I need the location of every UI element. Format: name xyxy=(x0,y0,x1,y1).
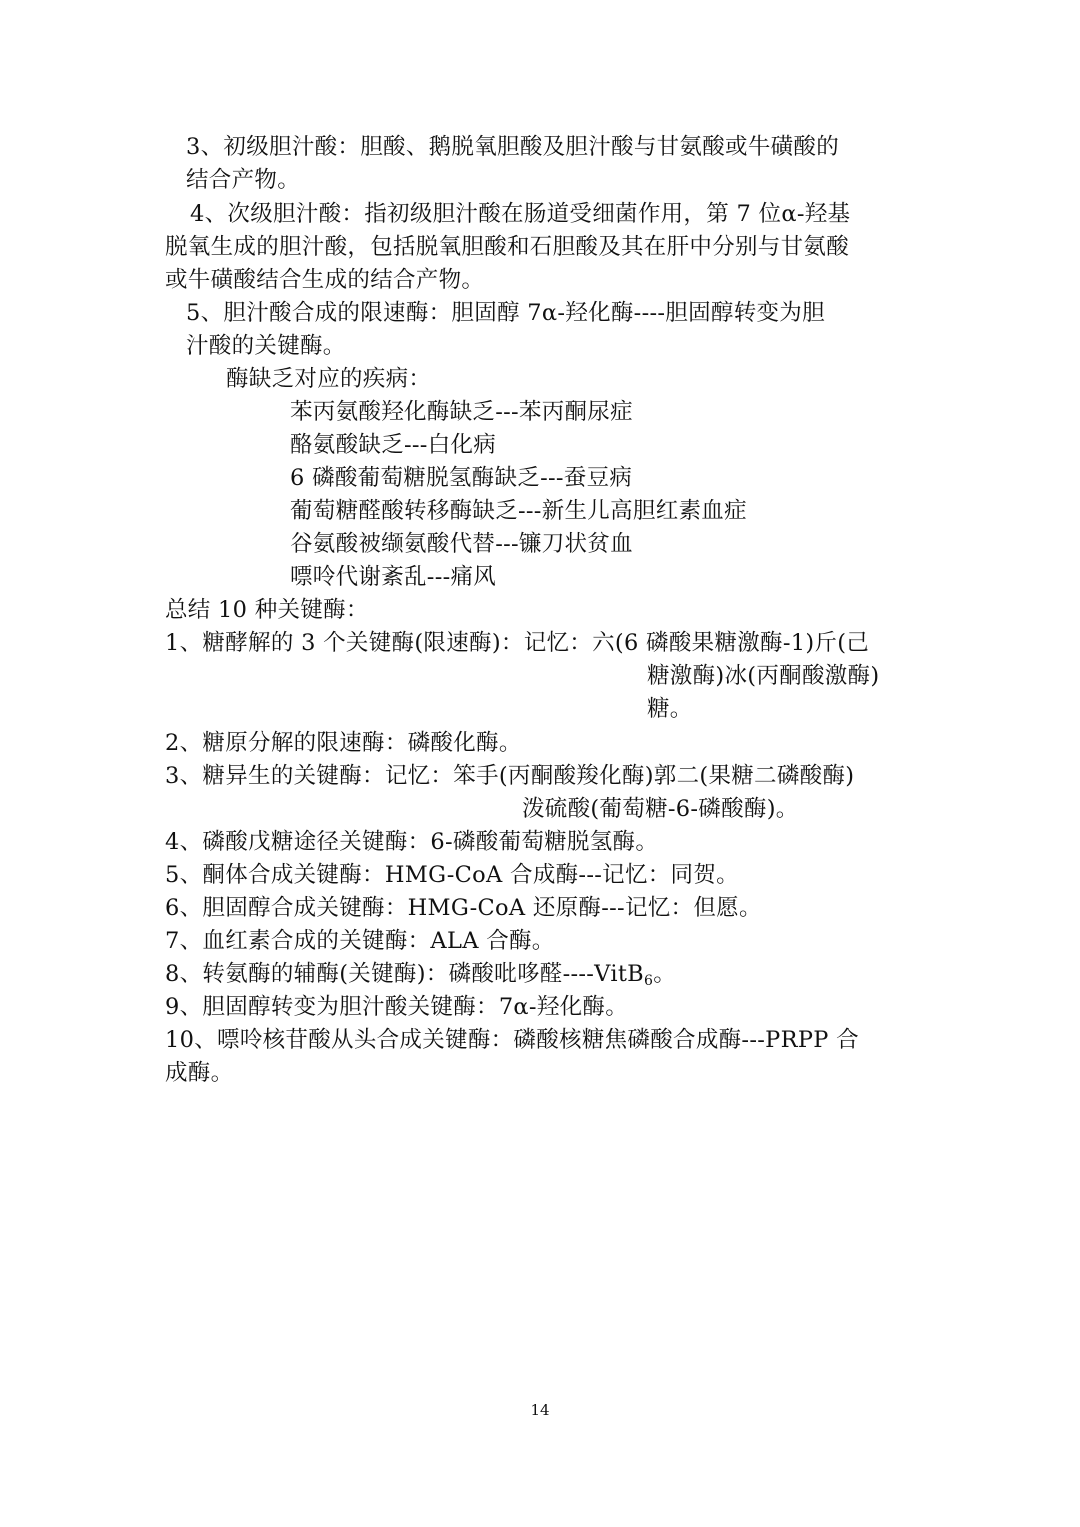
deficiency-heading: 酶缺乏对应的疾病： xyxy=(226,366,432,392)
summary-item-5: 5、酮体合成关键酶：HMG-CoA 合成酶---记忆：同贺。 xyxy=(165,862,739,888)
summary-item-7: 7、血红素合成的关键酶：ALA 合酶。 xyxy=(165,928,555,954)
deficiency-item: 6 磷酸葡萄糖脱氢酶缺乏---蚕豆病 xyxy=(290,465,633,491)
summary-item-8-text: 8、转氨酶的辅酶(关键酶)：磷酸吡哆醛----VitB xyxy=(165,961,645,987)
summary-item-8-subscript: 6 xyxy=(644,973,654,989)
deficiency-item: 谷氨酸被缬氨酸代替---镰刀状贫血 xyxy=(290,531,633,557)
deficiency-item: 酪氨酸缺乏---白化病 xyxy=(290,432,497,458)
summary-item-9: 9、胆固醇转变为胆汁酸关键酶：7α-羟化酶。 xyxy=(165,994,629,1020)
definition-3-line-1: 3、初级胆汁酸：胆酸、鹅脱氧胆酸及胆汁酸与甘氨酸或牛磺酸的 xyxy=(186,134,840,160)
summary-item-1-line-3: 糖。 xyxy=(647,696,693,722)
deficiency-item: 嘌呤代谢紊乱---痛风 xyxy=(290,564,497,590)
summary-item-8 xyxy=(165,958,676,991)
definition-5-line-1: 5、胆汁酸合成的限速酶：胆固醇 7α-羟化酶----胆固醇转变为胆 xyxy=(186,300,825,326)
summary-item-1-line-1: 1、糖酵解的 3 个关键酶(限速酶)：记忆：六(6 磷酸果糖激酶-1)斤(己 xyxy=(165,630,870,656)
summary-item-2: 2、糖原分解的限速酶：磷酸化酶。 xyxy=(165,730,522,756)
summary-item-10-line-1: 10、嘌呤核苷酸从头合成关键酶：磷酸核糖焦磷酸合成酶---PRPP 合 xyxy=(165,1027,859,1053)
deficiency-item: 苯丙氨酸羟化酶缺乏---苯丙酮尿症 xyxy=(290,399,633,425)
deficiency-item: 葡萄糖醛酸转移酶缺乏---新生儿高胆红素血症 xyxy=(290,498,747,524)
definition-4-line-3: 或牛磺酸结合生成的结合产物。 xyxy=(165,267,485,293)
summary-item-1-line-2: 糖激酶)冰(丙酮酸激酶) xyxy=(647,663,880,689)
page-number: 14 xyxy=(530,1401,550,1419)
summary-item-6: 6、胆固醇合成关键酶：HMG-CoA 还原酶---记忆：但愿。 xyxy=(165,895,762,921)
summary-item-4: 4、磷酸戊糖途径关键酶：6-磷酸葡萄糖脱氢酶。 xyxy=(165,829,659,855)
summary-item-3-line-1: 3、糖异生的关键酶：记忆：笨手(丙酮酸羧化酶)郭二(果糖二磷酸酶) xyxy=(165,763,855,789)
definition-5-line-2: 汁酸的关键酶。 xyxy=(186,333,346,359)
definition-4-line-1: 4、次级胆汁酸：指初级胆汁酸在肠道受细菌作用，第 7 位α-羟基 xyxy=(190,201,851,227)
summary-item-3-line-2: 泼硫酸(葡萄糖-6-磷酸酶)。 xyxy=(522,796,799,822)
definition-4-line-2: 脱氧生成的胆汁酸，包括脱氧胆酸和石胆酸及其在肝中分别与甘氨酸 xyxy=(165,234,850,260)
summary-item-8-end: 。 xyxy=(653,961,677,987)
summary-item-10-line-2: 成酶。 xyxy=(165,1060,234,1086)
definition-3-line-2: 结合产物。 xyxy=(186,167,301,193)
summary-heading: 总结 10 种关键酶： xyxy=(165,597,369,623)
